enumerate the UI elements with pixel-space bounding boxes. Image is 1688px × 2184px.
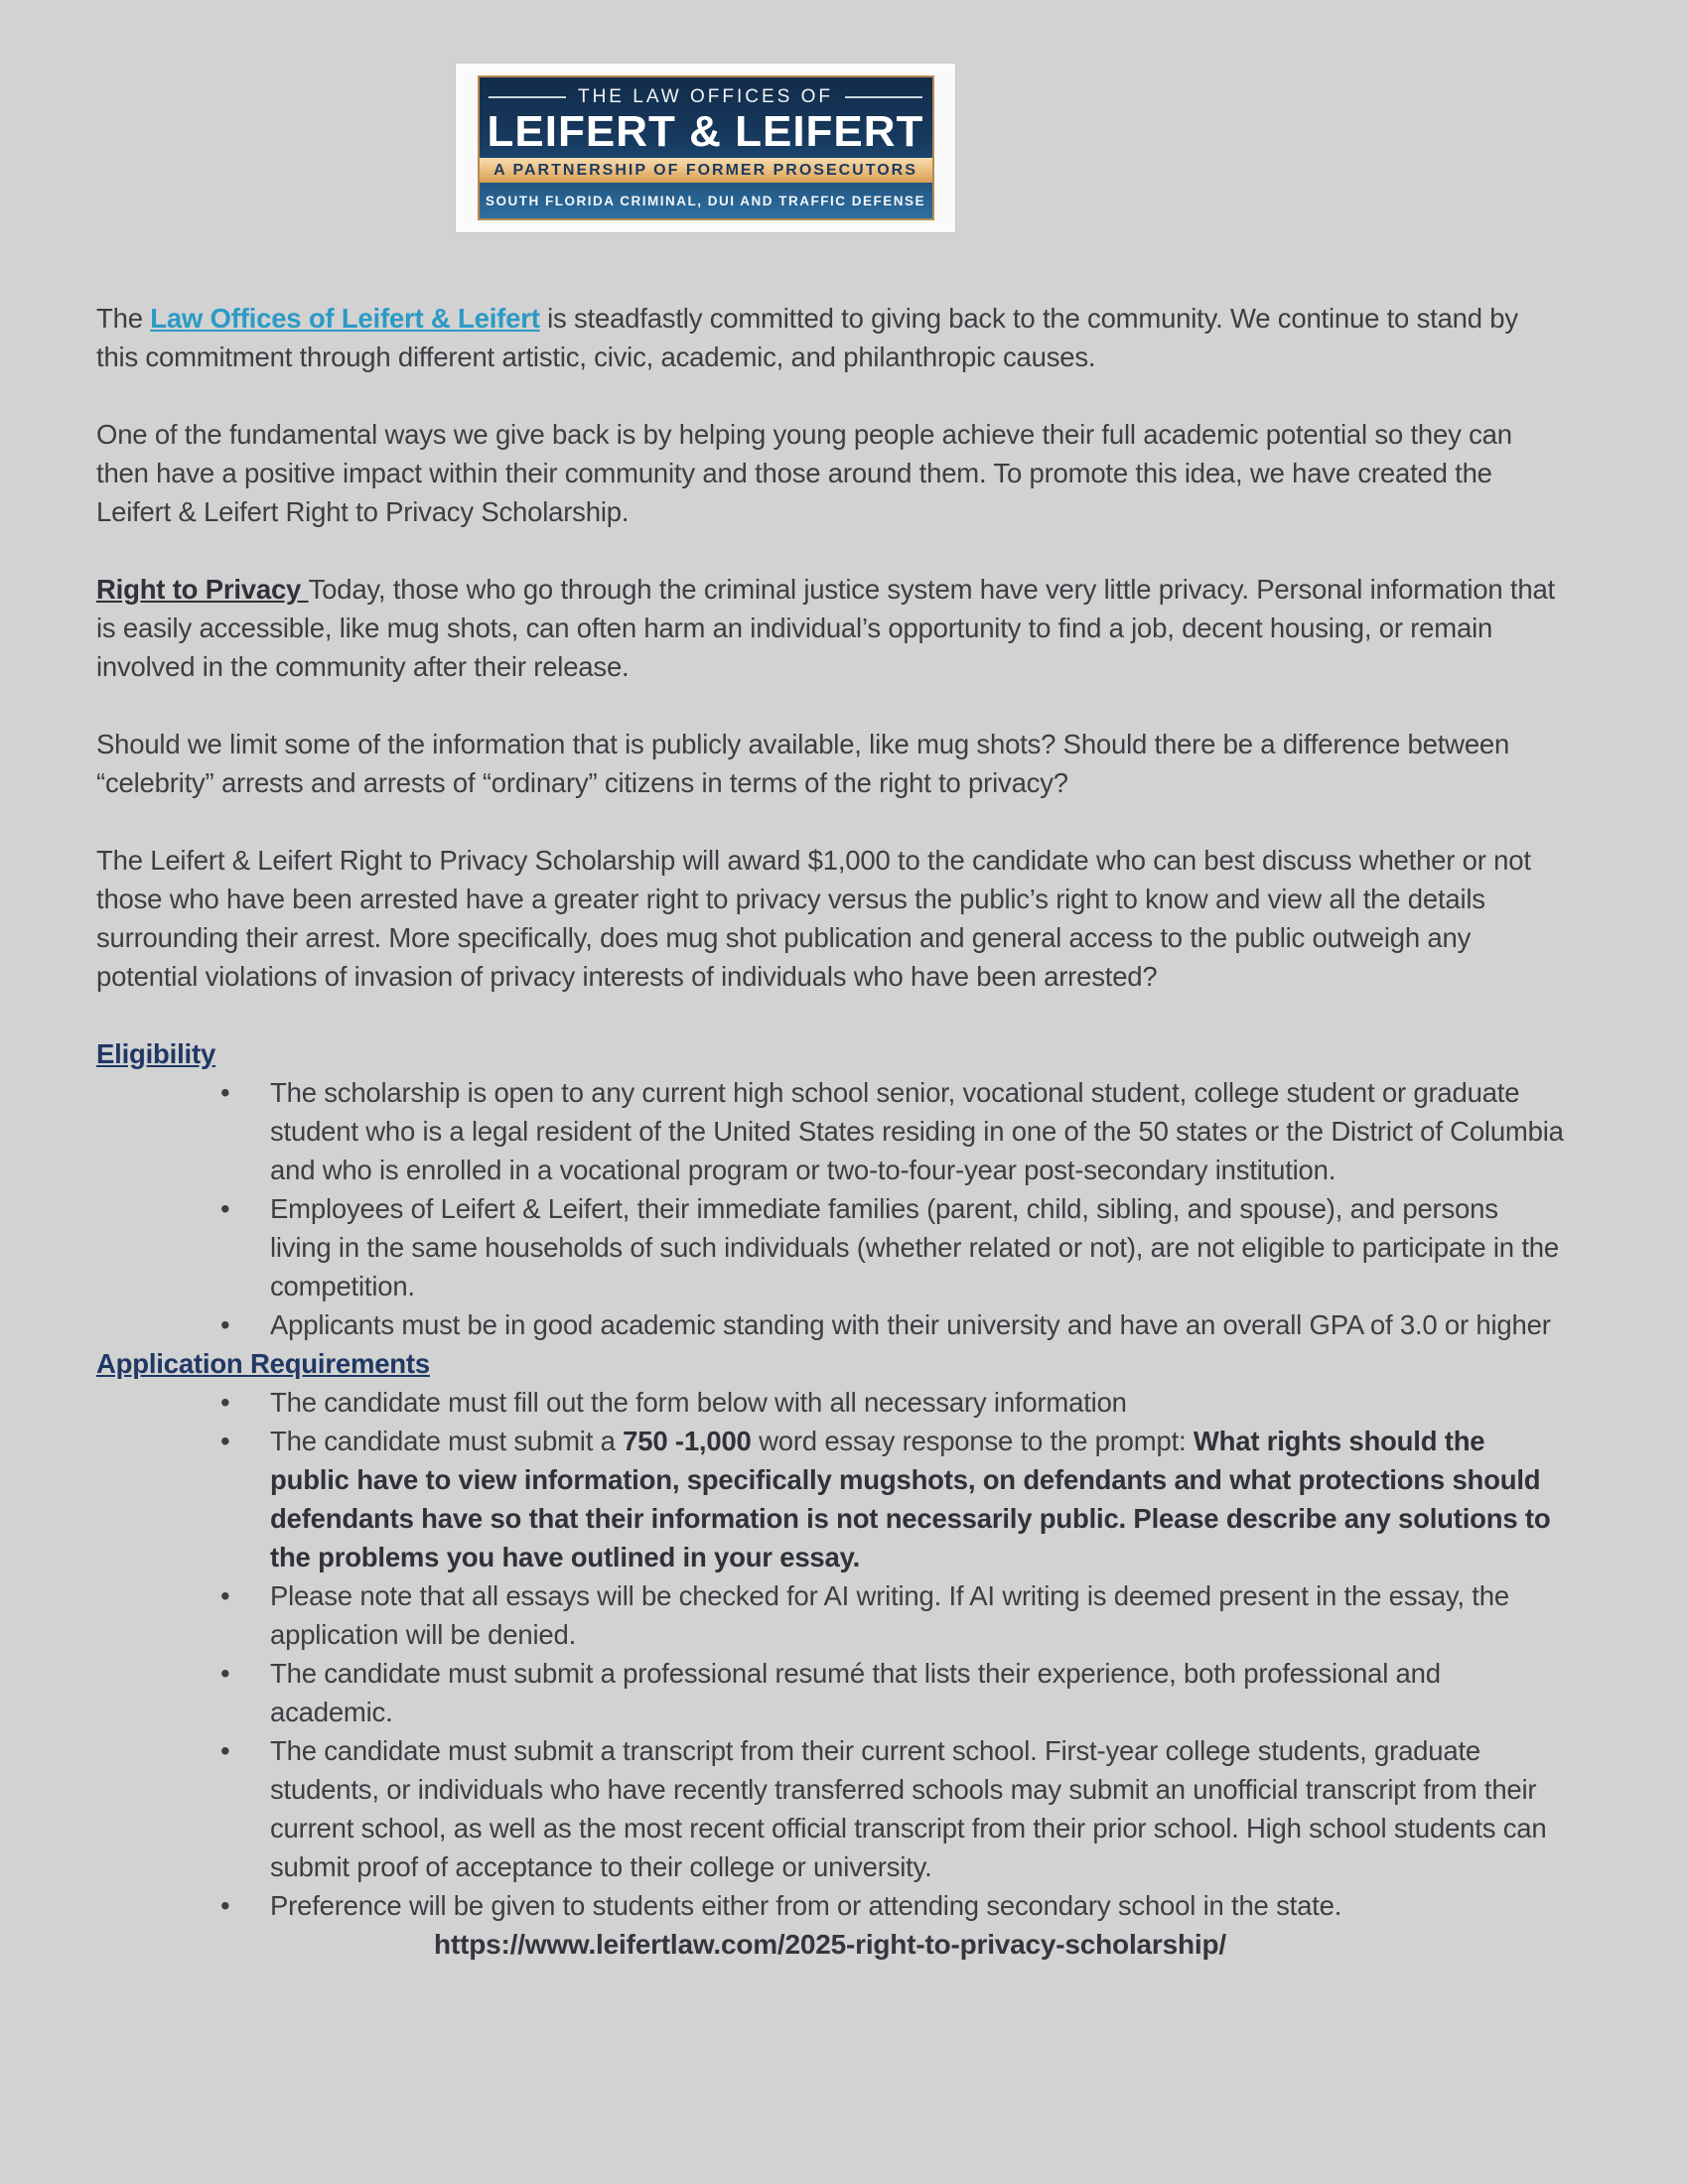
logo-banner: A PARTNERSHIP OF FORMER PROSECUTORS — [480, 158, 932, 183]
bullet-icon: • — [220, 1426, 230, 1456]
essay-requirement-middle: word essay response to the prompt: — [751, 1426, 1194, 1456]
leifert-logo-plate — [478, 75, 934, 220]
list-item — [96, 1654, 1564, 1731]
intro-rest: is steadfastly committed to giving back to the community. We continue to stand by this commitment through different artistic, civic, academic, and philanthropic causes. — [96, 303, 1518, 372]
bullet-icon: • — [220, 1193, 230, 1224]
paragraph-questions: Should we limit some of the information that is publicly available, like mug shots? Should there be a difference between “celebrity” arrests and arrests of “ordinary” citizens in terms of the right to privacy? — [96, 729, 1510, 798]
eligibility-list — [96, 1073, 1564, 1344]
bullet-icon: • — [220, 1387, 230, 1418]
firm-website-link[interactable]: Law Offices of Leifert & Leifert — [150, 303, 540, 334]
document-body — [96, 299, 1564, 2002]
bullet-icon: • — [220, 1890, 230, 1921]
right-to-privacy-lead: Right to Privacy — [96, 574, 309, 605]
application-requirements-list — [96, 1383, 1564, 1925]
requirement-item-text: The candidate must submit a professional resumé that lists their experience, both professional and academic. — [270, 1658, 1441, 1727]
list-item — [96, 1383, 1564, 1422]
list-item — [96, 1576, 1564, 1654]
logo-rule-left — [489, 96, 566, 98]
paragraph-giving-back: One of the fundamental ways we give back is by helping young people achieve their full academic potential so they can then have a positive impact within their community and those around them. To promote this idea, we have created the Leifert & Leifert Right to Privacy Scholarship. — [96, 419, 1512, 527]
bullet-icon: • — [220, 1735, 230, 1766]
scholarship-url: https://www.leifertlaw.com/2025-right-to-privacy-scholarship/ — [434, 1929, 1226, 1960]
list-item — [96, 1886, 1564, 1925]
list-item — [96, 1189, 1564, 1305]
list-item — [96, 1731, 1564, 1886]
requirement-item-text: Preference will be given to students either from or attending secondary school in the state. — [270, 1890, 1342, 1921]
list-item — [96, 1073, 1564, 1189]
leifert-logo — [455, 63, 956, 233]
eligibility-item-text: Employees of Leifert & Leifert, their immediate families (parent, child, sibling, and spouse), and persons living in the same households of such individuals (whether related or not), are not eligible to participate in the competition. — [270, 1193, 1559, 1301]
essay-word-count: 750 -1,000 — [623, 1426, 752, 1456]
intro-prefix: The — [96, 303, 151, 334]
logo-rule-right — [845, 96, 922, 98]
essay-prompt: What rights should the public have to view information, specifically mugshots, on defendants and what protections should defendants have so that their information is not necessarily public. Please describe any solutions to the problems you have outlined in your essay. — [270, 1426, 1551, 1572]
bullet-icon: • — [220, 1658, 230, 1689]
requirement-item-text: The candidate must fill out the form below with all necessary information — [270, 1387, 1127, 1418]
bullet-icon: • — [220, 1077, 230, 1108]
requirement-item-text — [270, 1422, 1564, 1576]
eligibility-item-text: The scholarship is open to any current high school senior, vocational student, college student or graduate student who is a legal resident of the United States residing in one of the 50 states or the District of Columbia and who is enrolled in a vocational program or two-to-four-year post-secondary institution. — [270, 1077, 1564, 1185]
eligibility-heading: Eligibility — [96, 1038, 216, 1069]
logo-tagline-top — [480, 86, 932, 108]
requirement-item-text: The candidate must submit a transcript from their current school. First-year college students, graduate students, or individuals who have recently transferred schools may submit an unofficial transcript from their current school, as well as the most recent official transcript from their prior school. High school students can submit proof of acceptance to their college or university. — [270, 1735, 1547, 1882]
paragraph-right-to-privacy — [96, 570, 1564, 686]
paragraph-intro — [96, 299, 1564, 376]
list-item — [96, 1305, 1564, 1344]
eligibility-item-text: Applicants must be in good academic standing with their university and have an overall GPA of 3.0 or higher — [270, 1309, 1551, 1340]
logo-tagline-top-text: THE LAW OFFICES OF — [577, 86, 834, 107]
essay-requirement-prefix: The candidate must submit a — [270, 1426, 624, 1456]
requirement-item-text: Please note that all essays will be checked for AI writing. If AI writing is deemed present in the essay, the application will be denied. — [270, 1580, 1509, 1650]
application-requirements-heading: Application Requirements — [96, 1348, 430, 1379]
bullet-icon: • — [220, 1309, 230, 1340]
right-to-privacy-rest: Today, those who go through the criminal justice system have very little privacy. Personal information that is easily accessible, like mug shots, can often harm an individual’s opportunity to find a job, decent housing, or remain involved in the community after their release. — [96, 574, 1555, 682]
logo-subtitle: SOUTH FLORIDA CRIMINAL, DUI AND TRAFFIC DEFENSE — [486, 193, 925, 208]
list-item — [96, 1422, 1564, 1576]
logo-firm-name: LEIFERT & LEIFERT — [487, 107, 924, 156]
bullet-icon: • — [220, 1580, 230, 1611]
paragraph-award: The Leifert & Leifert Right to Privacy Scholarship will award $1,000 to the candidate who can best discuss whether or not those who have been arrested have a greater right to privacy versus the public’s right to know and view all the details surrounding their arrest. More specifically, does mug shot publication and general access to the public outweigh any potential violations of invasion of privacy interests of individuals who have been arrested? — [96, 845, 1531, 992]
